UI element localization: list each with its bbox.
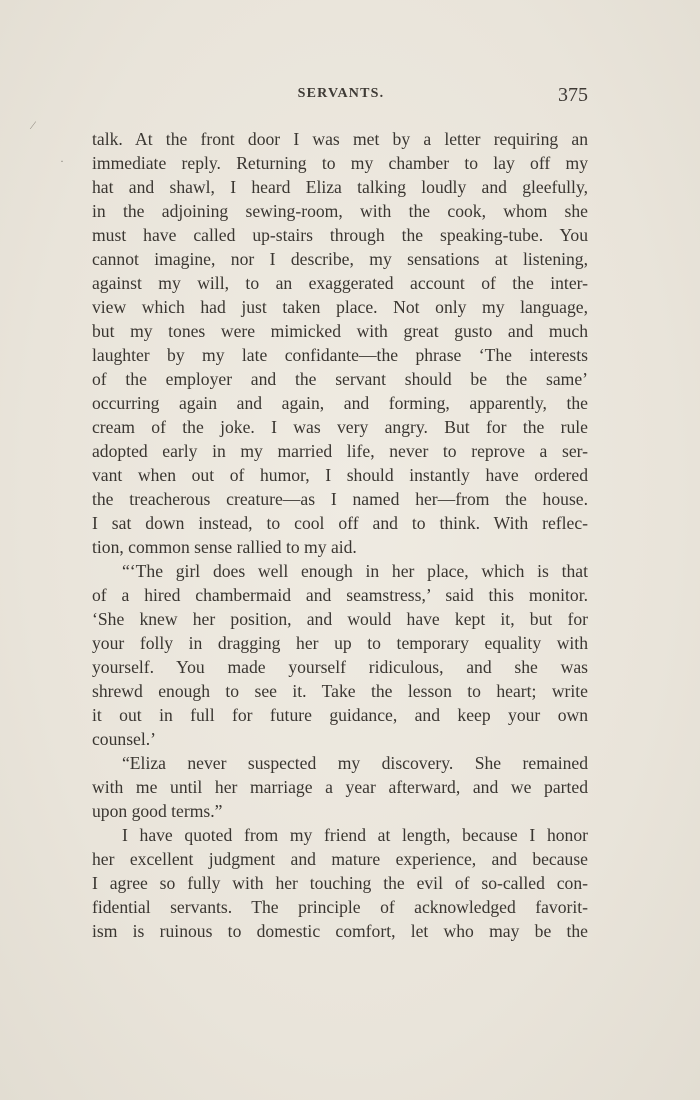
- paragraph-start-line: I have quoted from my friend at length, because I honor: [122, 825, 588, 845]
- paragraph-end-line: counsel.’: [92, 729, 157, 749]
- text-line: I agree so fully with her touching the evil of so-called con-: [92, 873, 588, 893]
- text-line: with me until her marriage a year afterward, and we parted: [92, 777, 588, 797]
- paragraph-start-line: “‘The girl does well enough in her place, which is that: [122, 561, 588, 581]
- text-line: laughter by my late confidante—the phrase ‘The interests: [92, 345, 588, 365]
- margin-mark: ⁄: [32, 118, 35, 132]
- text-line: view which had just taken place. Not only my language,: [92, 297, 588, 317]
- text-line: yourself. You made yourself ridiculous, and she was: [92, 657, 588, 677]
- paragraph-end-line: upon good terms.”: [92, 801, 223, 821]
- text-line: against my will, to an exaggerated account of the inter-: [92, 273, 588, 293]
- running-head: SERVANTS.: [297, 86, 385, 101]
- text-line: of a hired chambermaid and seamstress,’ said this monitor.: [92, 585, 588, 605]
- text-line: her excellent judgment and mature experience, and because: [92, 849, 588, 869]
- text-line: the treacherous creature—as I named her—from the house.: [92, 489, 588, 509]
- text-line: but my tones were mimicked with great gusto and much: [92, 321, 588, 341]
- body-text: [92, 127, 588, 943]
- text-line: vant when out of humor, I should instantly have ordered: [92, 465, 588, 485]
- text-line: hat and shawl, I heard Eliza talking loudly and gleefully,: [92, 177, 588, 197]
- text-line: adopted early in my married life, never to reprove a ser-: [92, 441, 588, 461]
- margin-dot: ·: [60, 154, 64, 168]
- text-line: your folly in dragging her up to temporary equality with: [92, 633, 588, 653]
- text-line: ism is ruinous to domestic comfort, let who may be the: [92, 921, 588, 941]
- text-line: ‘She knew her position, and would have kept it, but for: [92, 609, 588, 629]
- text-line: of the employer and the servant should be the same’: [92, 369, 588, 389]
- text-line: fidential servants. The principle of acknowledged favorit-: [92, 897, 588, 917]
- paragraph-start-line: “Eliza never suspected my discovery. She remained: [122, 753, 588, 773]
- text-line: shrewd enough to see it. Take the lesson to heart; write: [92, 681, 588, 701]
- text-line: immediate reply. Returning to my chamber to lay off my: [92, 153, 588, 173]
- paragraph-end-line: tion, common sense rallied to my aid.: [92, 537, 357, 557]
- page-number: 375: [558, 84, 588, 106]
- text-line: occurring again and again, and forming, apparently, the: [92, 393, 588, 413]
- text-line: must have called up-stairs through the speaking-tube. You: [92, 225, 588, 245]
- text-line: cannot imagine, nor I describe, my sensations at listening,: [92, 249, 588, 269]
- text-line: talk. At the front door I was met by a letter requiring an: [92, 129, 588, 149]
- page-header: [92, 84, 590, 110]
- text-line: cream of the joke. I was very angry. But for the rule: [92, 417, 588, 437]
- text-line: I sat down instead, to cool off and to think. With reflec-: [92, 513, 588, 533]
- text-line: in the adjoining sewing-room, with the cook, whom she: [92, 201, 588, 221]
- text-line: it out in full for future guidance, and keep your own: [92, 705, 588, 725]
